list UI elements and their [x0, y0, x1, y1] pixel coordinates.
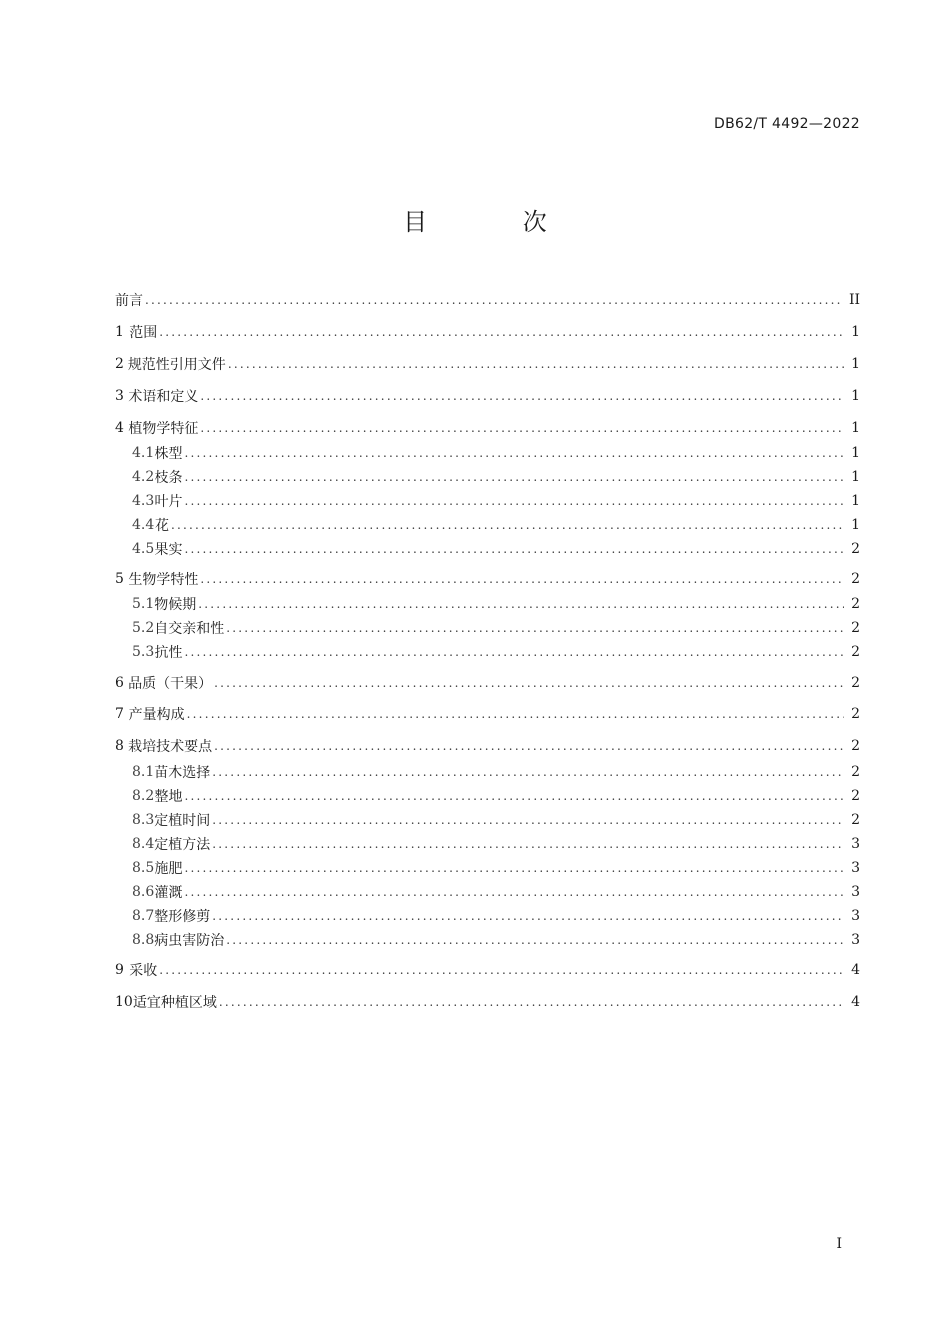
toc-entry[interactable] — [115, 569, 860, 589]
toc-number: 3 — [115, 388, 124, 404]
toc-leader — [184, 882, 844, 902]
toc-entry[interactable] — [115, 443, 860, 463]
toc-leader — [212, 906, 844, 926]
toc-number: 8.2 — [132, 788, 155, 804]
toc-entry[interactable] — [115, 673, 860, 693]
toc-page: 3 — [851, 884, 860, 900]
toc-number: 5.1 — [132, 596, 155, 612]
toc-number: 4.3 — [132, 493, 155, 509]
toc-entry[interactable] — [115, 354, 860, 374]
toc-entry[interactable] — [115, 594, 860, 614]
toc-number: 5.3 — [132, 644, 155, 660]
toc-page: 2 — [851, 644, 860, 660]
toc-page: 2 — [851, 764, 860, 780]
toc-page: 1 — [851, 517, 860, 533]
toc-leader — [184, 467, 844, 487]
toc-entry[interactable] — [115, 642, 860, 662]
toc-entry[interactable] — [115, 858, 860, 878]
toc-title: 规范性引用文件 — [127, 357, 226, 373]
toc-number: 5 — [115, 571, 124, 587]
toc-entry[interactable] — [115, 539, 860, 559]
toc-number: 8.3 — [132, 812, 155, 828]
toc-entry[interactable] — [115, 882, 860, 902]
toc-entry[interactable] — [115, 960, 860, 980]
toc-number: 8.6 — [132, 884, 155, 900]
toc-title: 栽培技术要点 — [128, 739, 213, 755]
toc-page: 1 — [851, 469, 860, 485]
document-code: DB62/T 4492—2022 — [714, 116, 860, 132]
toc-number: 8.1 — [132, 764, 155, 780]
toc-leader — [187, 704, 844, 724]
toc-page: 1 — [851, 356, 860, 372]
toc-page: 1 — [851, 420, 860, 436]
toc-leader — [214, 673, 844, 693]
toc-number: 9 — [115, 962, 124, 978]
toc-entry[interactable] — [115, 762, 860, 782]
toc-title: 自交亲和性 — [154, 621, 225, 637]
toc-entry[interactable] — [115, 834, 860, 854]
toc-leader — [219, 992, 844, 1012]
toc-leader — [228, 354, 844, 374]
toc-title: 适宜种植区域 — [132, 995, 217, 1011]
toc-leader — [184, 443, 844, 463]
toc-leader — [212, 834, 844, 854]
toc-number: 8.4 — [132, 836, 155, 852]
toc-leader — [212, 762, 844, 782]
toc-page: 2 — [851, 620, 860, 636]
toc-number: 4.4 — [132, 517, 155, 533]
toc-title: 灌溉 — [154, 885, 183, 901]
toc-title: 抗性 — [154, 645, 183, 661]
toc-entry[interactable] — [115, 786, 860, 806]
toc-title: 病虫害防治 — [154, 933, 225, 949]
toc-page: 4 — [851, 962, 860, 978]
toc-leader — [184, 642, 844, 662]
toc-title: 枝条 — [154, 470, 183, 486]
toc-title: 苗木选择 — [154, 765, 211, 781]
toc-title: 植物学特征 — [128, 421, 199, 437]
toc-entry[interactable] — [115, 704, 860, 724]
toc-title: 叶片 — [154, 494, 183, 510]
toc-leader — [226, 618, 844, 638]
toc-title: 范围 — [129, 325, 158, 341]
page-title: 目 次 — [403, 208, 591, 236]
toc-leader — [171, 515, 844, 535]
toc-entry[interactable] — [115, 467, 860, 487]
toc-page: 2 — [851, 571, 860, 587]
toc-number: 8.7 — [132, 908, 155, 924]
toc-title: 定植方法 — [154, 837, 211, 853]
toc-entry[interactable] — [115, 618, 860, 638]
toc-page: 3 — [851, 836, 860, 852]
toc-page: 1 — [851, 388, 860, 404]
toc-entry[interactable] — [115, 418, 860, 438]
toc-leader — [184, 858, 844, 878]
toc-page: 2 — [851, 812, 860, 828]
toc-number: 10 — [115, 994, 133, 1010]
toc-leader — [200, 418, 844, 438]
toc-leader — [184, 491, 844, 511]
toc-page: 2 — [851, 541, 860, 557]
toc-leader — [226, 930, 844, 950]
toc-number: 6 — [115, 675, 124, 691]
toc-entry[interactable] — [115, 386, 860, 406]
toc-title: 花 — [154, 518, 169, 534]
toc-leader — [159, 322, 844, 342]
page-number: I — [836, 1236, 842, 1252]
toc-title: 整地 — [154, 789, 183, 805]
toc-entry[interactable] — [115, 906, 860, 926]
toc-entry[interactable] — [115, 322, 860, 342]
toc-leader — [200, 386, 844, 406]
toc-number: 4.1 — [132, 445, 155, 461]
toc-entry[interactable] — [115, 992, 860, 1012]
toc-page: 3 — [851, 908, 860, 924]
toc-title: 采收 — [129, 963, 158, 979]
toc-leader — [159, 960, 844, 980]
toc-page: 1 — [851, 493, 860, 509]
toc-page: 1 — [851, 324, 860, 340]
toc-page: 3 — [851, 932, 860, 948]
toc-page: 3 — [851, 860, 860, 876]
toc-entry[interactable] — [115, 491, 860, 511]
toc-title: 产量构成 — [128, 707, 185, 723]
toc-entry[interactable] — [115, 810, 860, 830]
toc-page: II — [848, 292, 860, 308]
toc-page: 2 — [851, 738, 860, 754]
toc-title: 术语和定义 — [128, 389, 199, 405]
toc-number: 4.5 — [132, 541, 155, 557]
toc-page: 1 — [851, 445, 860, 461]
toc-title: 整形修剪 — [154, 909, 211, 925]
toc-number: 5.2 — [132, 620, 155, 636]
toc-page: 2 — [851, 788, 860, 804]
toc-title: 品质（干果） — [128, 676, 213, 692]
toc-number: 4.2 — [132, 469, 155, 485]
toc-number: 4 — [115, 420, 124, 436]
toc-title: 物候期 — [154, 597, 197, 613]
toc-leader — [184, 539, 844, 559]
toc-number: 1 — [115, 324, 124, 340]
toc-title: 株型 — [154, 446, 183, 462]
toc-leader — [198, 594, 844, 614]
toc-leader — [145, 290, 843, 310]
toc-title: 果实 — [154, 542, 183, 558]
toc-number: 2 — [115, 356, 124, 372]
toc-page: 2 — [851, 706, 860, 722]
toc-title: 施肥 — [154, 861, 183, 877]
toc-leader — [214, 736, 844, 756]
toc-title: 前言 — [115, 293, 143, 309]
toc-number: 8 — [115, 738, 124, 754]
toc-page: 2 — [851, 596, 860, 612]
toc-entry[interactable] — [115, 515, 860, 535]
toc-entry[interactable] — [115, 736, 860, 756]
toc-leader — [212, 810, 844, 830]
toc-entry[interactable] — [115, 290, 860, 310]
toc-page: 4 — [851, 994, 860, 1010]
toc-entry[interactable] — [115, 930, 860, 950]
toc-number: 7 — [115, 706, 124, 722]
toc-number: 8.5 — [132, 860, 155, 876]
toc-title: 定植时间 — [154, 813, 211, 829]
toc-number: 8.8 — [132, 932, 155, 948]
toc-page: 2 — [851, 675, 860, 691]
toc-leader — [184, 786, 844, 806]
toc-title: 生物学特性 — [128, 572, 199, 588]
toc-leader — [200, 569, 844, 589]
